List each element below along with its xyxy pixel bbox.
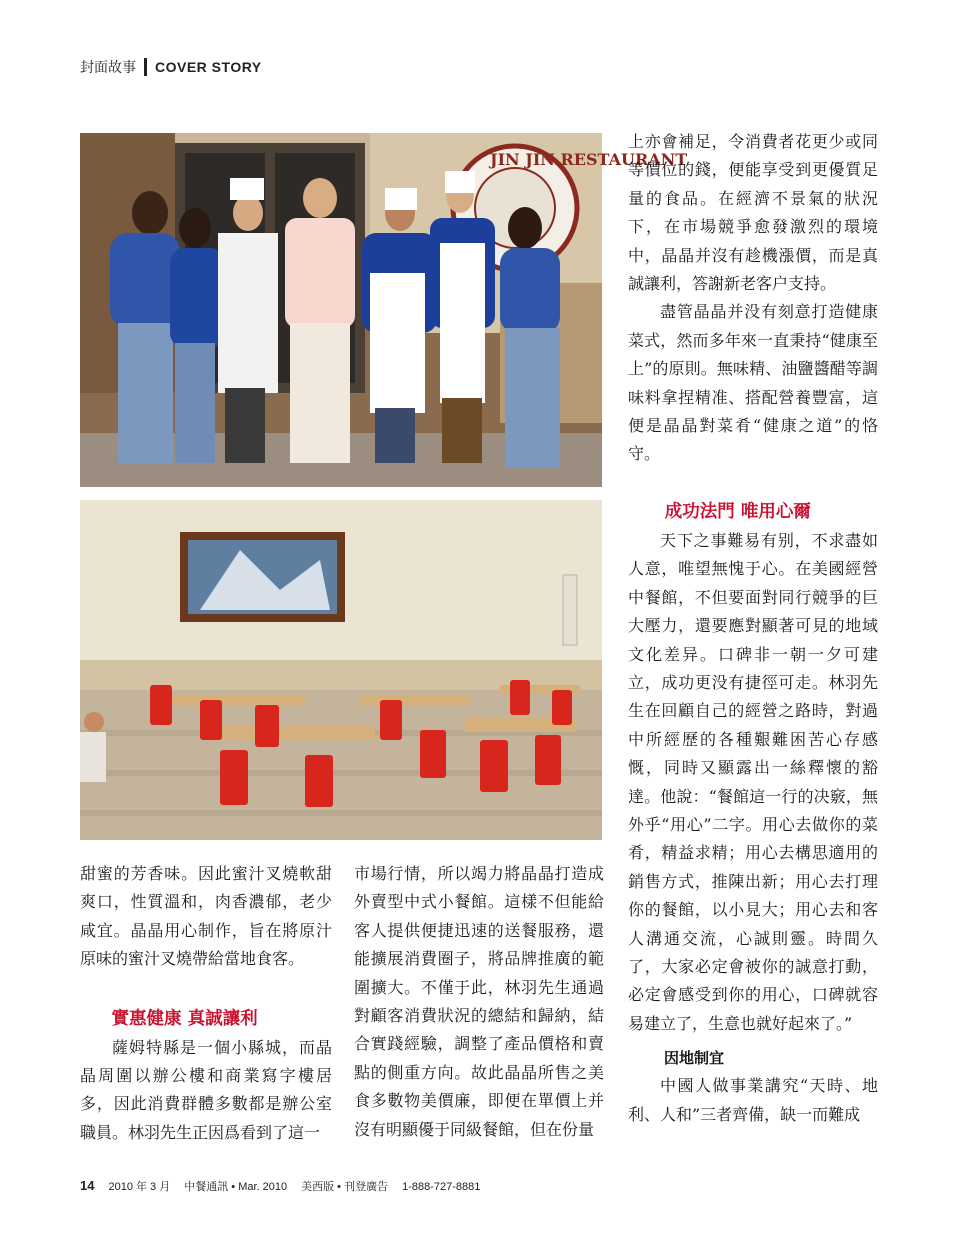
section-label-en: COVER STORY (155, 59, 262, 75)
page-header (80, 55, 262, 79)
paragraph: 盡管晶晶并没有刻意打造健康菜式，然而多年來一直秉持“健康至上”的原則。無味精、油鹽醬醋等調味料拿捏精准、搭配營養豐富，這便是晶晶對菜肴“健康之道”的恪守。 (628, 302, 878, 464)
staff-photo-illustration (80, 133, 688, 487)
section-label-cn: 封面故事 (80, 60, 136, 76)
sign-text: JIN JIN RESTAURANT (490, 150, 688, 169)
paragraph: 市場行情，所以竭力將晶晶打造成外賣型中式小餐館。這樣不但能給客人提供便捷迅速的送餐服務，還能擴展消費圈子，將品牌推廣的範圍擴大。不僅于此，林羽先生通過對顧客消費狀況的總結和歸納，結合實踐經驗，調整了產品價格和賣點的側重方向。故此晶晶所售之美食多數物美價廉，即便在單價上并沒有明顯優于同級餐館，但在份量 (354, 864, 604, 1139)
text-column-1 (80, 860, 332, 1147)
page-footer (80, 1178, 480, 1194)
dining-room-photo (80, 500, 602, 840)
paragraph: 上亦會補足，令消費者花更少或同等價位的錢，便能享受到更優質足量的食品。在經濟不景氣的狀況下，在市場競爭愈發激烈的環境中，晶晶并沒有趁機漲價，而是真誠讓利，答謝新老客户支持。 (628, 132, 878, 294)
page-number: 14 (80, 1178, 95, 1193)
phone-number: 1-888-727-8881 (402, 1181, 481, 1193)
subsection-heading: 因地制宜 (664, 1049, 725, 1068)
paragraph: 甜蜜的芳香味。因此蜜汁叉燒軟甜爽口，性質溫和，肉香濃郁，老少咸宜。晶晶用心制作，旨在將原汁原味的蜜汁叉燒帶給當地食客。 (80, 864, 332, 969)
section-heading: 實惠健康 真誠讓利 (111, 1008, 258, 1029)
section-heading: 成功法門 唯用心爾 (664, 501, 811, 522)
text-column-3 (628, 128, 878, 1129)
dining-room-illustration (80, 500, 602, 840)
staff-photo (80, 133, 688, 487)
edition-label: 美西版 • 刊登廣告 (301, 1181, 389, 1193)
issue-date: 2010 年 3 月 (108, 1181, 171, 1193)
paragraph: 薩姆特縣是一個小縣城，而晶晶周圍以辦公樓和商業寫字樓居多，因此消費群體多數都是辦公室職員。林羽先生正因爲看到了這一 (80, 1037, 332, 1142)
text-column-2 (354, 860, 604, 1144)
publication-name: 中餐通訊 • Mar. 2010 (184, 1181, 288, 1193)
header-divider (144, 58, 147, 76)
paragraph: 中國人做事業講究“天時、地利、人和”三者齊備，缺一而難成 (628, 1076, 878, 1124)
paragraph: 天下之事難易有别，不求盡如人意，唯望無愧于心。在美國經營中餐館，不但要面對同行競爭的巨大壓力，還要應對顯著可見的地域文化差异。口碑非一朝一夕可建立，成功更没有捷徑可走。林羽先生在回顧自己的經營之路時，對過中所經歷的各種艱難困苦心存感慨，同時又顯露出一絲釋懷的豁達。他說：“餐館這一行的决竅，無外乎“用心”二字。用心去做你的菜肴，精益求精；用心去構思適用的銷售方式，推陳出新；用心去打理你的餐館，以小見大；用心去和客人溝通交流，心誠則靈。時間久了，大家必定會被你的誠意打動，必定會感受到你的用心，口碑就容易建立了，生意也就好起來了。” (628, 530, 878, 1033)
